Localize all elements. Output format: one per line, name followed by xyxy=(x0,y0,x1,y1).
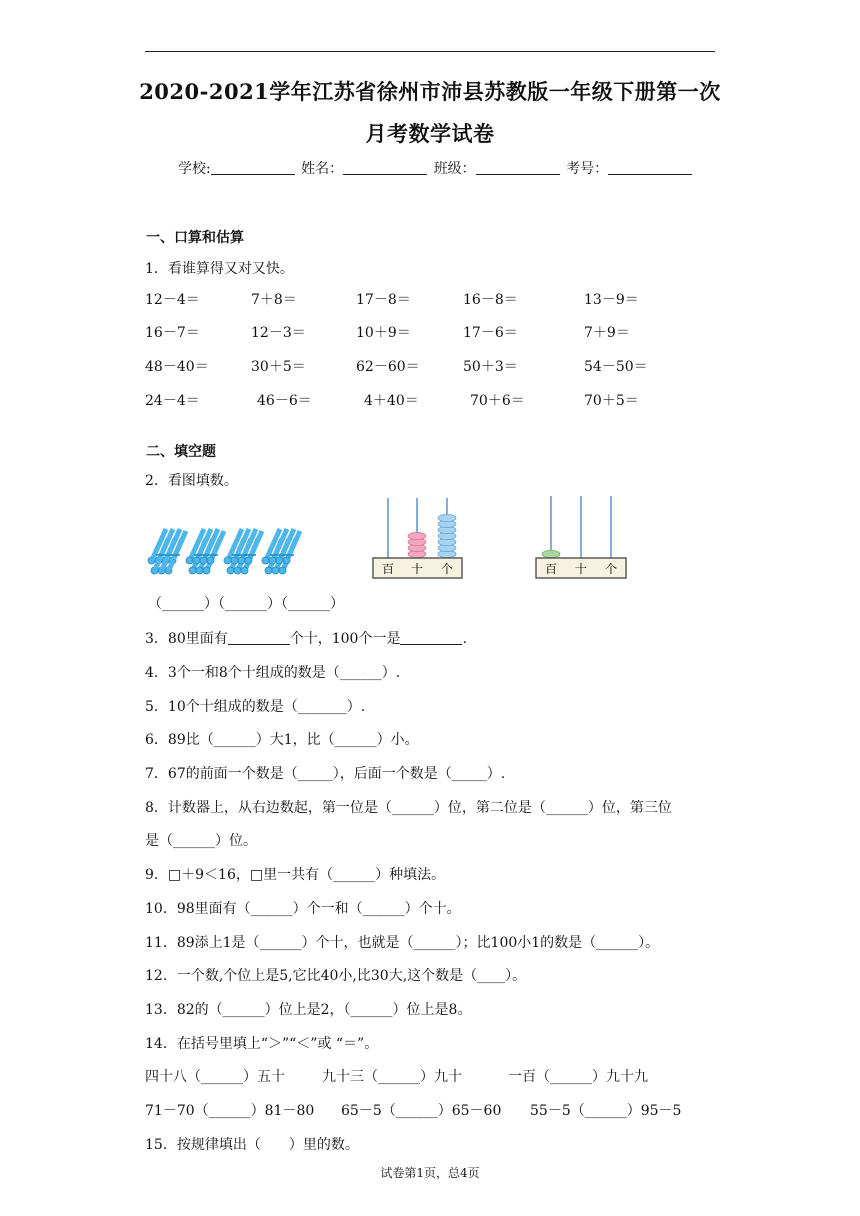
class-label: 班级： xyxy=(433,161,476,177)
compare-item: 71－70（______）81－80 xyxy=(145,1103,315,1119)
compare-item: 九十三（______）九十 xyxy=(322,1069,462,1085)
name-field[interactable] xyxy=(343,160,427,175)
question-4: 4．3个一和8个十组成的数是（______）. xyxy=(145,665,401,681)
q3-part-a: 3．80里面有 xyxy=(145,631,228,647)
calc-item: 16－7＝ xyxy=(145,325,200,341)
calc-item: 50＋3＝ xyxy=(463,359,518,375)
question-9: 9．□＋9＜16，□里一共有（______）种填法。 xyxy=(145,867,446,883)
page-title-line2: 月考数学试卷 xyxy=(365,121,495,146)
stick-bundles-image xyxy=(146,527,306,579)
abacus2-label-tens: 十 xyxy=(574,562,588,576)
calc-item: 7＋9＝ xyxy=(584,325,630,341)
question-12: 12．一个数,个位上是5,它比40小,比30大,这个数是（____）。 xyxy=(145,968,527,984)
question-11: 11．89添上1是（______）个十，也就是（______）；比100小1的数是（______）。 xyxy=(145,935,660,951)
question-2-answers: （______）（______）（______） xyxy=(148,596,344,612)
question-13: 13．82的（______）位上是2，（______）位上是8。 xyxy=(145,1002,472,1018)
q3-blank-2[interactable] xyxy=(400,630,462,645)
calc-item: 48－40＝ xyxy=(145,359,209,375)
abacus-1-image xyxy=(370,496,466,580)
calc-item: 24－4＝ xyxy=(145,393,200,409)
compare-item: 55－5（______）95－5 xyxy=(530,1103,682,1119)
q3-blank-1[interactable] xyxy=(228,630,290,645)
name-label: 姓名： xyxy=(301,161,344,177)
ones-beads xyxy=(438,514,456,557)
calc-item: 17－6＝ xyxy=(463,325,518,341)
abacus1-label-hundreds: 百 xyxy=(381,562,395,576)
calc-item: 54－50＝ xyxy=(584,359,648,375)
stick-bundle xyxy=(224,529,262,574)
student-info xyxy=(178,158,694,178)
question-3 xyxy=(145,628,467,648)
class-field[interactable] xyxy=(476,160,560,175)
abacus1-label-tens: 十 xyxy=(410,562,424,576)
calc-item: 13－9＝ xyxy=(584,292,639,308)
question-2: 2．看图填数。 xyxy=(145,473,238,489)
exam-no-label: 考号： xyxy=(566,161,609,177)
page-footer: 试卷第1页，总4页 xyxy=(380,1166,480,1180)
calc-item: 10＋9＝ xyxy=(356,325,411,341)
calc-item: 70＋6＝ xyxy=(470,393,525,409)
calc-item: 62－60＝ xyxy=(356,359,420,375)
abacus2-label-ones: 个 xyxy=(604,562,618,576)
question-7: 7．67的前面一个数是（_____），后面一个数是（_____）. xyxy=(145,766,506,782)
question-14: 14．在括号里填上“＞”“＜”或 “＝”。 xyxy=(145,1036,379,1052)
abacus1-label-ones: 个 xyxy=(440,562,454,576)
calc-item: 4＋40＝ xyxy=(364,393,419,409)
q3-part-b: 个十，100个一是 xyxy=(289,631,401,647)
stick-bundle xyxy=(148,529,186,574)
calc-item: 17－8＝ xyxy=(356,292,411,308)
q3-part-c: . xyxy=(462,631,467,647)
question-1: 1．看谁算得又对又快。 xyxy=(145,261,294,277)
question-10: 10．98里面有（______）个一和（______）个十。 xyxy=(145,901,461,917)
section2-heading: 二、填空题 xyxy=(146,444,216,460)
hundreds-bead xyxy=(542,550,560,557)
question-15: 15．按规律填出（ ）里的数。 xyxy=(145,1137,359,1153)
calc-item: 12－3＝ xyxy=(251,325,306,341)
question-6: 6．89比（______）大1，比（______）小。 xyxy=(145,732,419,748)
calc-item: 70＋5＝ xyxy=(584,393,639,409)
question-8-line2: 是（______）位。 xyxy=(145,833,257,849)
calc-item: 16－8＝ xyxy=(463,292,518,308)
header-rule xyxy=(145,51,715,52)
exam-no-field[interactable] xyxy=(608,160,692,175)
calc-item: 12－4＝ xyxy=(145,292,200,308)
stick-bundle xyxy=(186,529,224,574)
abacus2-label-hundreds: 百 xyxy=(544,562,558,576)
calc-item: 7＋8＝ xyxy=(251,292,297,308)
school-field[interactable] xyxy=(211,160,295,175)
question-5: 5．10个十组成的数是（_______）. xyxy=(145,699,366,715)
tens-beads xyxy=(408,532,426,557)
abacus-2-image xyxy=(532,494,630,580)
calc-item: 46－6＝ xyxy=(257,393,312,409)
compare-item: 四十八（______）五十 xyxy=(145,1069,285,1085)
stick-bundle xyxy=(262,529,300,574)
page-title-line1: 2020-2021学年江苏省徐州市沛县苏教版一年级下册第一次 xyxy=(139,79,721,104)
compare-item: 一百（______）九十九 xyxy=(508,1069,648,1085)
school-label: 学校: xyxy=(178,161,211,177)
section1-heading: 一、口算和估算 xyxy=(146,230,244,246)
compare-item: 65－5（______）65－60 xyxy=(341,1103,502,1119)
question-8-line1: 8．计数器上，从右边数起，第一位是（______）位，第二位是（______）位，第三位 xyxy=(145,800,672,816)
calc-item: 30＋5＝ xyxy=(251,359,306,375)
